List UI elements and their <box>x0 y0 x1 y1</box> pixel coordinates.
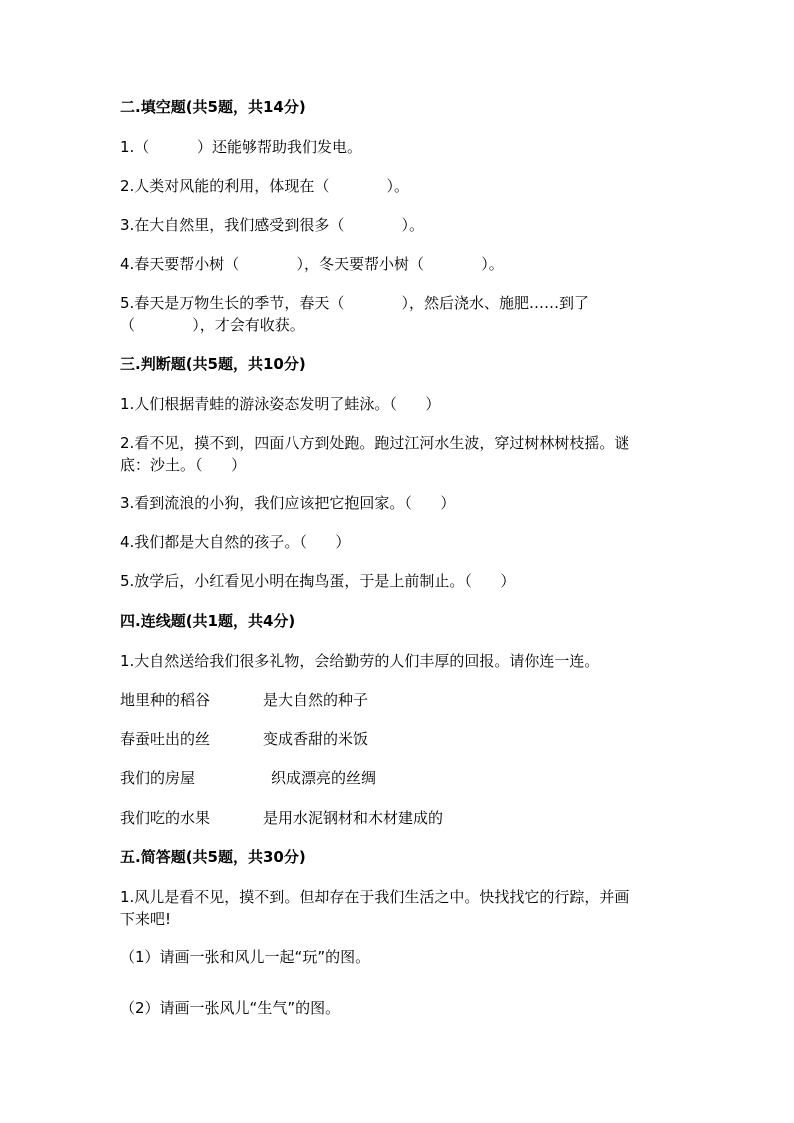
section5-heading: 五.简答题(共5题，共30分) <box>120 848 306 866</box>
match-left-item: 我们吃的水果 <box>120 809 211 827</box>
section5-question-1-line2: 下来吧! <box>120 910 172 928</box>
section5-subquestion-2: （2）请画一张风儿“生气”的图。 <box>120 999 341 1017</box>
section2-question-5-line1: 5.春天是万物生长的季节，春天（ ），然后浇水、施肥……到了 <box>120 294 590 312</box>
section3-question-2-line2: 底：沙土。（ ） <box>120 456 247 474</box>
section4-question-1: 1.大自然送给我们很多礼物，会给勤劳的人们丰厚的回报。请你连一连。 <box>120 652 600 670</box>
match-right-item: 是大自然的种子 <box>263 691 369 709</box>
match-right-item: 变成香甜的米饭 <box>263 730 369 748</box>
match-left-item: 我们的房屋 <box>120 769 196 787</box>
section2-question-3: 3.在大自然里，我们感受到很多（ ）。 <box>120 216 425 234</box>
section2-question-4: 4.春天要帮小树（ ），冬天要帮小树（ ）。 <box>120 255 504 273</box>
section2-question-1: 1.（ ）还能够帮助我们发电。 <box>120 138 362 156</box>
match-right-item: 是用水泥钢材和木材建成的 <box>263 809 444 827</box>
section5-question-1-line1: 1.风儿是看不见，摸不到。但却存在于我们生活之中。快找找它的行踪，并画 <box>120 888 630 906</box>
section3-question-2-line1: 2.看不见，摸不到，四面八方到处跑。跑过江河水生波，穿过树林树枝摇。谜 <box>120 434 630 452</box>
section3-question-1: 1.人们根据青蛙的游泳姿态发明了蛙泳。（ ） <box>120 395 441 413</box>
match-left-item: 春蚕吐出的丝 <box>120 730 211 748</box>
section2-question-5-line2: （ ），才会有收获。 <box>120 316 305 334</box>
section3-question-4: 4.我们都是大自然的孩子。（ ） <box>120 533 351 551</box>
match-left-item: 地里种的稻谷 <box>120 691 211 709</box>
match-right-item: 织成漂亮的丝绸 <box>271 769 377 787</box>
section3-heading: 三.判断题(共5题，共10分) <box>120 355 306 373</box>
section3-question-5: 5.放学后，小红看见小明在掏鸟蛋，于是上前制止。（ ） <box>120 572 516 590</box>
section5-subquestion-1: （1）请画一张和风儿一起“玩”的图。 <box>120 948 371 966</box>
section4-heading: 四.连线题(共1题，共4分) <box>120 612 296 630</box>
section2-heading: 二.填空题(共5题，共14分) <box>120 98 306 116</box>
section2-question-2: 2.人类对风能的利用，体现在（ ）。 <box>120 177 410 195</box>
section3-question-3: 3.看到流浪的小狗，我们应该把它抱回家。（ ） <box>120 494 456 512</box>
